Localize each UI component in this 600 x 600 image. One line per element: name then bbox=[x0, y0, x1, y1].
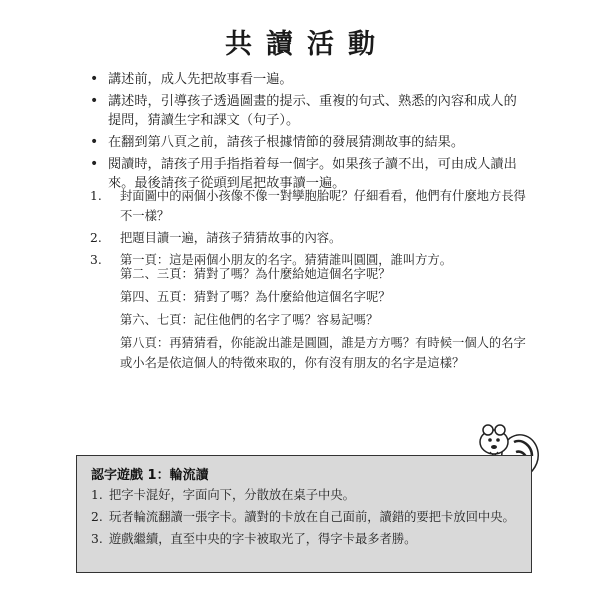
tips-list bbox=[90, 70, 528, 196]
page-questions-list bbox=[120, 264, 530, 376]
game-rule: 2. 玩者輪流翻讀一張字卡。讀對的卡放在自己面前，讀錯的要把卡放回中央。 bbox=[91, 510, 515, 524]
page-title: 共讀活動 bbox=[225, 29, 389, 60]
step-item: 2. 把題目讀一遍，請孩子猜猜故事的內容。 bbox=[90, 231, 342, 245]
game-rule: 3. 遊戲繼續，直至中央的字卡被取光了，得字卡最多者勝。 bbox=[91, 532, 417, 546]
step-item: 1. 封面圖中的兩個小孩像不像一對孿胞胎呢？仔細看看，他們有什麼地方長得不一樣？ bbox=[90, 189, 526, 223]
steps-list bbox=[90, 186, 530, 272]
word-game-box bbox=[76, 455, 532, 573]
game-title: 認字遊戲 1：輪流讀 bbox=[91, 468, 209, 483]
step-item: 3. 第一頁：這是兩個小朋友的名字。猜猜誰叫圓圓，誰叫方方。 bbox=[90, 253, 453, 267]
tip-item: • 在翻到第八頁之前，請孩子根據情節的發展猜測故事的結果。 bbox=[90, 134, 465, 150]
tip-item: • 閱讀時，請孩子用手指指着每一個字。如果孩子讀不出，可由成人讀出來。最後請孩子從頭到尾把故事讀一遍。 bbox=[90, 156, 517, 191]
page-question: 第二、三頁：猜對了嗎？為什麼給她這個名字呢？ bbox=[120, 267, 391, 281]
page-question: 第八頁：再猜猜看，你能說出誰是圓圓，誰是方方嗎？有時候一個人的名字或小名是依這個人的特徵來取的，你有沒有朋友的名字是這樣？ bbox=[120, 336, 526, 370]
page-question: 第四、五頁：猜對了嗎？為什麼給他這個名字呢？ bbox=[120, 290, 391, 304]
bullet-icon: • bbox=[90, 156, 99, 172]
page-question: 第六、七頁：記住他們的名字了嗎？容易記嗎？ bbox=[120, 313, 379, 327]
bullet-icon: • bbox=[90, 134, 99, 150]
bullet-icon: • bbox=[90, 93, 99, 109]
bullet-icon: • bbox=[90, 71, 99, 87]
tip-item: • 講述前，成人先把故事看一遍。 bbox=[90, 71, 293, 87]
tip-item: • 講述時，引導孩子透過圖畫的提示、重複的句式、熟悉的內容和成人的提問，猜讀生字和課文（句子）。 bbox=[90, 93, 517, 128]
game-rules-list bbox=[91, 486, 521, 552]
game-rule: 1. 把字卡混好，字面向下，分散放在桌子中央。 bbox=[91, 488, 355, 502]
